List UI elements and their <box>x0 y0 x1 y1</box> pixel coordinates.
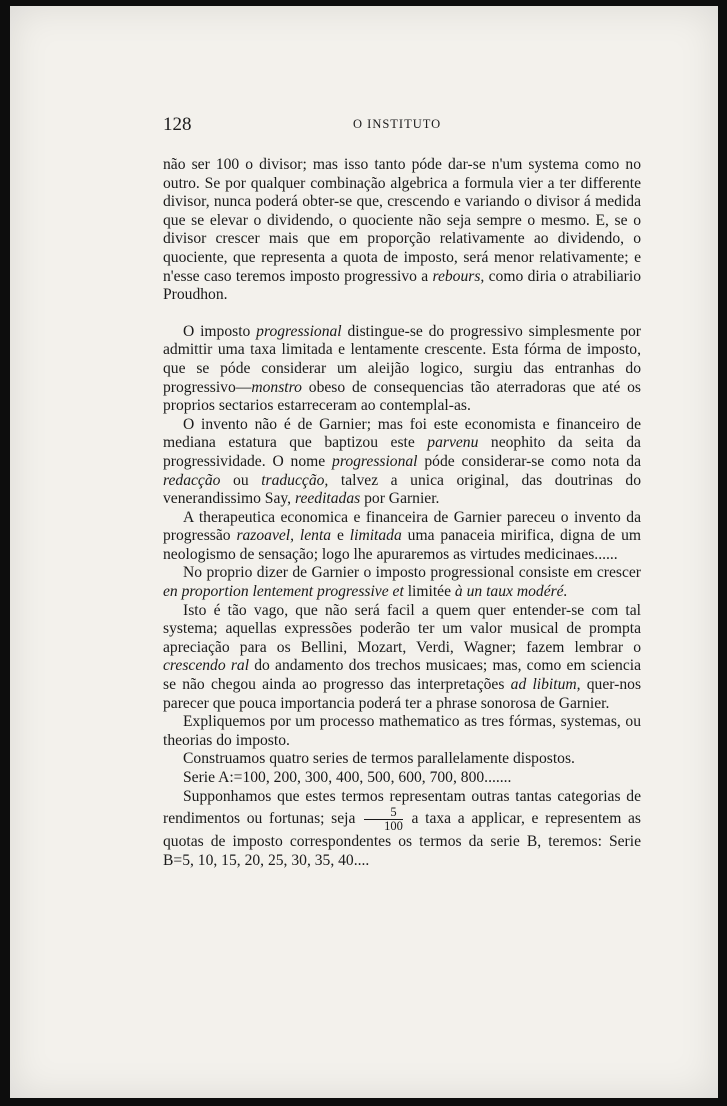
page-header <box>163 114 643 136</box>
series-a-line: Serie A:=100, 200, 300, 400, 500, 600, 700, 800....... <box>183 769 512 786</box>
page-number: 128 <box>163 114 192 135</box>
paragraph-8: Construamos quatro series de termos parallelamente dispostos. <box>183 750 575 768</box>
paragraph-4: A therapeutica economica e financeira de Garnier pareceu o invento da progressão razoavel, lenta e limitada uma panaceia mirifica, digna de um neologismo de sensação; logo lhe apuraremos as virtudes medicinaes...... <box>163 508 641 563</box>
paragraph-2: O imposto progressional distingue-se do progressivo simplesmente por admittir uma taxa limitada e lentamente crescente. Esta fórma de imposto, que se póde considerar um aleijão logico, surgiu das entranhas do progressivo—monstro obeso de consequencias tão aterradoras que até os proprios sectarios estarreceram ao contemplal-as. <box>163 322 641 415</box>
paragraph-10: Supponhamos que estes termos representam outras tantas categorias de rendimentos ou fortunas; seja $\frac{5}{100}$ a taxa a applicar, e representem as quotas de imposto correspondentes os termos da serie B, teremos: Serie B=5, 10, 15, 20, 25, 30, 35, 40.... <box>163 787 641 869</box>
fraction: $\frac{5}{100}$ <box>364 806 403 833</box>
book-page <box>10 6 718 1098</box>
running-title: O INSTITUTO <box>353 117 442 131</box>
page-body <box>163 156 641 870</box>
paragraph-6: Isto é tão vago, que não será facil a quem quer entender-se com tal systema; aquellas expressões poderão ter um valor musical de prompta apreciação para os Bellini, Mozart, Verdi, Wagner; fazem lembrar o crescendo ral do andamento dos trechos musicaes; mas, como em sciencia se não chegou ainda ao progresso das interpretações ad libitum, quer-nos parecer que pouca importancia poderá ter a phrase sonorosa de Garnier. <box>163 601 642 712</box>
paragraph-3: O invento não é de Garnier; mas foi este economista e financeiro de mediana estatura que baptizou este parvenu neophito da seita da progressividade. O nome progressional póde considerar-se como nota da redacção ou traducção, talvez a unica original, das doutrinas do venerandissimo Say, reeditadas por Garnier. <box>163 415 642 508</box>
paragraph-1: não ser 100 o divisor; mas isso tanto póde dar-se n'um systema como no outro. Se por qualquer combinação algebrica a formula vier a ter differente divisor, nunca poderá obter-se que, crescendo e variando o divisor á medida que se elevar o dividendo, o quociente não seja sempre o mesmo. E, se o divisor crescer mais que em proporção relativamente ao dividendo, o quociente, que representa a quota de imposto, será menor relativamente; e n'esse caso teremos imposto progressivo a rebours, como diria o atrabiliario Proudhon. <box>163 156 641 304</box>
paragraph-5: No proprio dizer de Garnier o imposto progressional consiste em crescer en proportion lentement progressive et limitée à un taux modéré. <box>163 564 641 601</box>
paragraph-7: Expliquemos por um processo mathematico as tres fórmas, systemas, ou theorias do imposto. <box>163 713 641 749</box>
